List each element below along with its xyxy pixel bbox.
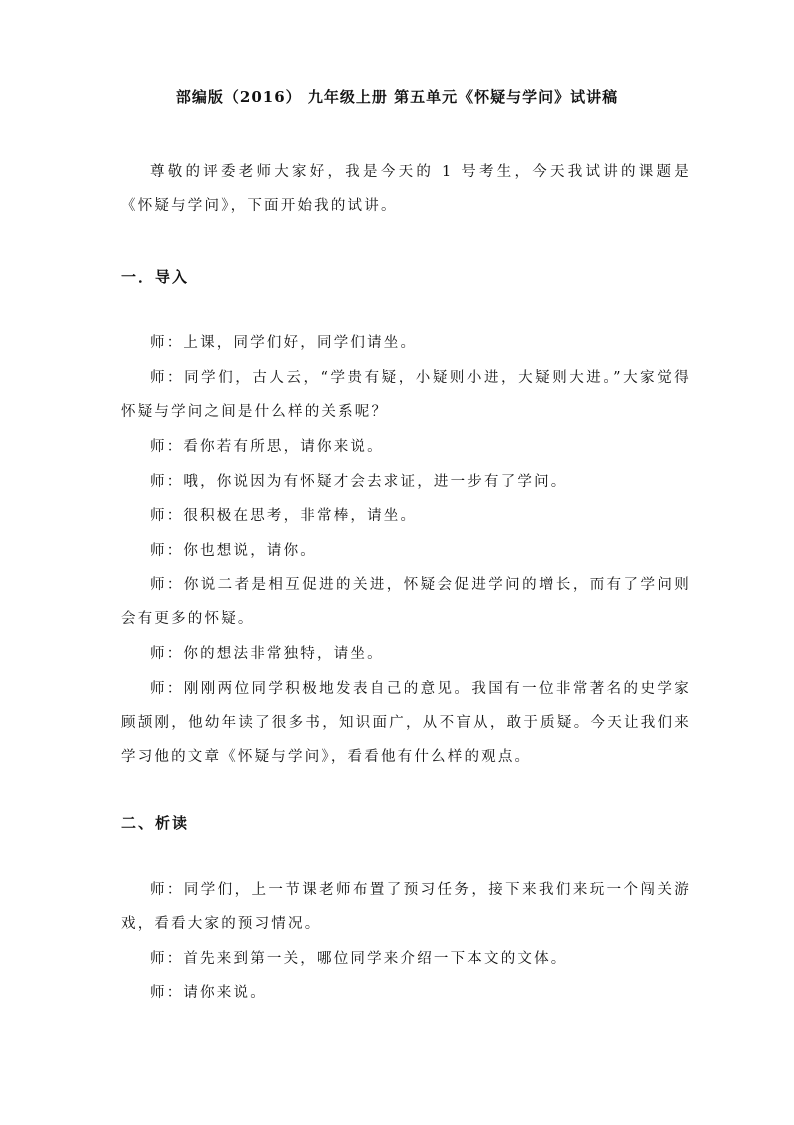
dialogue-line: 师：同学们，上一节课老师布置了预习任务，接下来我们来玩一个闯关游戏，看看大家的预习情况。 — [121, 882, 691, 932]
dialogue-line: 师：同学们，古人云，“学贵有疑，小疑则小进，大疑则大进。”大家觉得怀疑与学问之间是什么样的关系呢？ — [121, 370, 691, 420]
dialogue-line: 师：请你来说。 — [150, 985, 267, 1001]
dialogue-line: 师：你也想说，请你。 — [150, 543, 317, 559]
intro-paragraph: 尊敬的评委老师大家好，我是今天的 1 号考生，今天我试讲的课题是《怀疑与学问》，下面开始我的试讲。 — [121, 164, 691, 214]
section-heading-analysis: 二、析读 — [121, 814, 190, 832]
section-heading-intro: 一．导入 — [121, 268, 190, 286]
dialogue-line: 师：你说二者是相互促进的关进，怀疑会促进学问的增长，而有了学问则会有更多的怀疑。 — [121, 577, 691, 627]
document-title: 部编版（2016） 九年级上册 第五单元《怀疑与学问》试讲稿 — [175, 88, 619, 106]
dialogue-line: 师：看你若有所思，请你来说。 — [150, 439, 384, 455]
dialogue-line: 师：哦，你说因为有怀疑才会去求证，进一步有了学问。 — [150, 474, 568, 490]
dialogue-line: 师：刚刚两位同学积极地发表自己的意见。我国有一位非常著名的史学家顾颉刚，他幼年读了很多书，知识面广，从不盲从，敢于质疑。今天让我们来学习他的文章《怀疑与学问》，看看他有什么样的观点。 — [121, 681, 691, 765]
dialogue-line: 师：首先来到第一关，哪位同学来介绍一下本文的文体。 — [150, 951, 568, 967]
dialogue-line: 师：上课，同学们好，同学们请坐。 — [150, 335, 418, 351]
dialogue-line: 师：很积极在思考，非常棒，请坐。 — [150, 508, 418, 524]
dialogue-line: 师：你的想法非常独特，请坐。 — [150, 646, 384, 662]
